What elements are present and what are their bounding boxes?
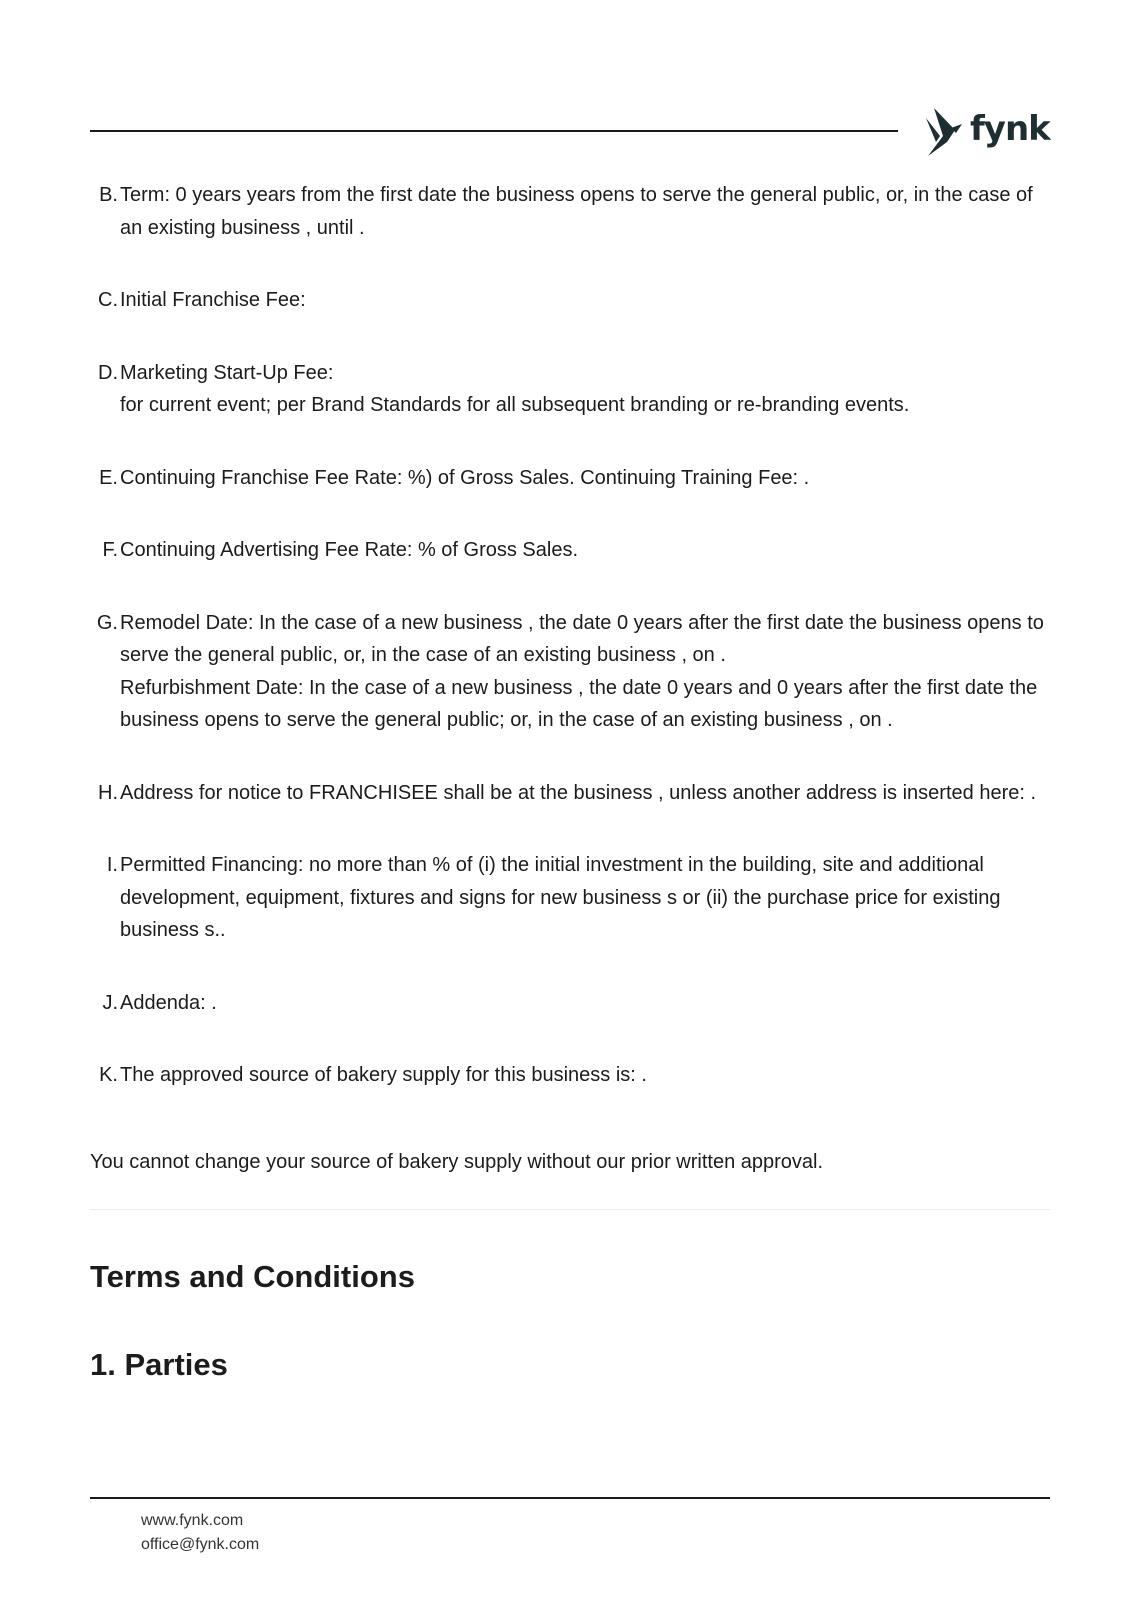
clause-text: Initial Franchise Fee: — [120, 289, 306, 311]
clause-list — [90, 179, 1050, 1132]
clause-text: Continuing Franchise Fee Rate: %) of Gross Sales. Continuing Training Fee: . — [120, 466, 810, 489]
clause-text: Address for notice to FRANCHISEE shall be at the business , unless another address is inserted here: . — [120, 781, 1037, 804]
clause-text: Continuing Advertising Fee Rate: % of Gross Sales. — [120, 539, 579, 561]
clause-marker: I. — [106, 854, 118, 876]
footer-website: www.fynk.com — [141, 1512, 244, 1529]
clause-marker: B. — [99, 184, 118, 206]
clause-text: Term: 0 years years from the first date the business opens to serve the general public, or, in the case of an existing business , until . — [120, 184, 1033, 239]
clause-marker: K. — [99, 1064, 118, 1086]
clause-g — [90, 607, 1050, 737]
clause-marker: J. — [102, 991, 118, 1014]
clause-h — [90, 777, 1050, 810]
terms-heading: Terms and Conditions — [90, 1259, 415, 1294]
clause-text: Addenda: . — [120, 991, 217, 1014]
footer-email: office@fynk.com — [141, 1536, 260, 1553]
section-divider — [90, 1209, 1050, 1210]
clause-text: Remodel Date: In the case of a new business , the date 0 years after the first date the business opens to serve the general public, or, in the case of an existing business , on . — [120, 611, 1044, 666]
header-rule — [90, 130, 898, 132]
clause-marker: E. — [99, 466, 118, 489]
clause-marker: G. — [96, 611, 118, 634]
bird-icon — [922, 106, 968, 158]
clause-marker: D. — [98, 361, 118, 384]
clause-text: The approved source of bakery supply for this business is: . — [120, 1064, 647, 1086]
clause-k — [90, 1059, 1050, 1092]
clause-marker: F. — [102, 539, 118, 561]
clause-f — [90, 534, 1050, 567]
footer — [141, 1509, 259, 1557]
clause-marker: H. — [98, 781, 118, 804]
brand-logo — [922, 104, 1050, 160]
logo-text: fynk — [970, 109, 1050, 149]
bakery-supply-note: You cannot change your source of bakery supply without our prior written approval. — [90, 1151, 824, 1173]
clause-c — [90, 284, 1050, 317]
clause-text: Marketing Start-Up Fee: — [120, 361, 334, 384]
parties-heading: 1. Parties — [90, 1347, 228, 1382]
clause-i — [90, 849, 1050, 947]
clause-j — [90, 987, 1050, 1020]
clause-d — [90, 357, 1050, 422]
clause-e — [90, 462, 1050, 495]
clause-text: for current event; per Brand Standards for all subsequent branding or re-branding events. — [120, 394, 910, 416]
footer-rule — [90, 1497, 1050, 1499]
clause-text: Permitted Financing: no more than % of (i) the initial investment in the building, site and additional development, equipment, fixtures and signs for new business s or (ii) the purchase price for existing business s.. — [120, 854, 1001, 941]
clause-text: Refurbishment Date: In the case of a new business , the date 0 years and 0 years after the first date the business opens to serve the general public; or, in the case of an existing business , on . — [120, 676, 1038, 731]
clause-marker: C. — [98, 289, 118, 311]
clause-b — [90, 179, 1050, 244]
